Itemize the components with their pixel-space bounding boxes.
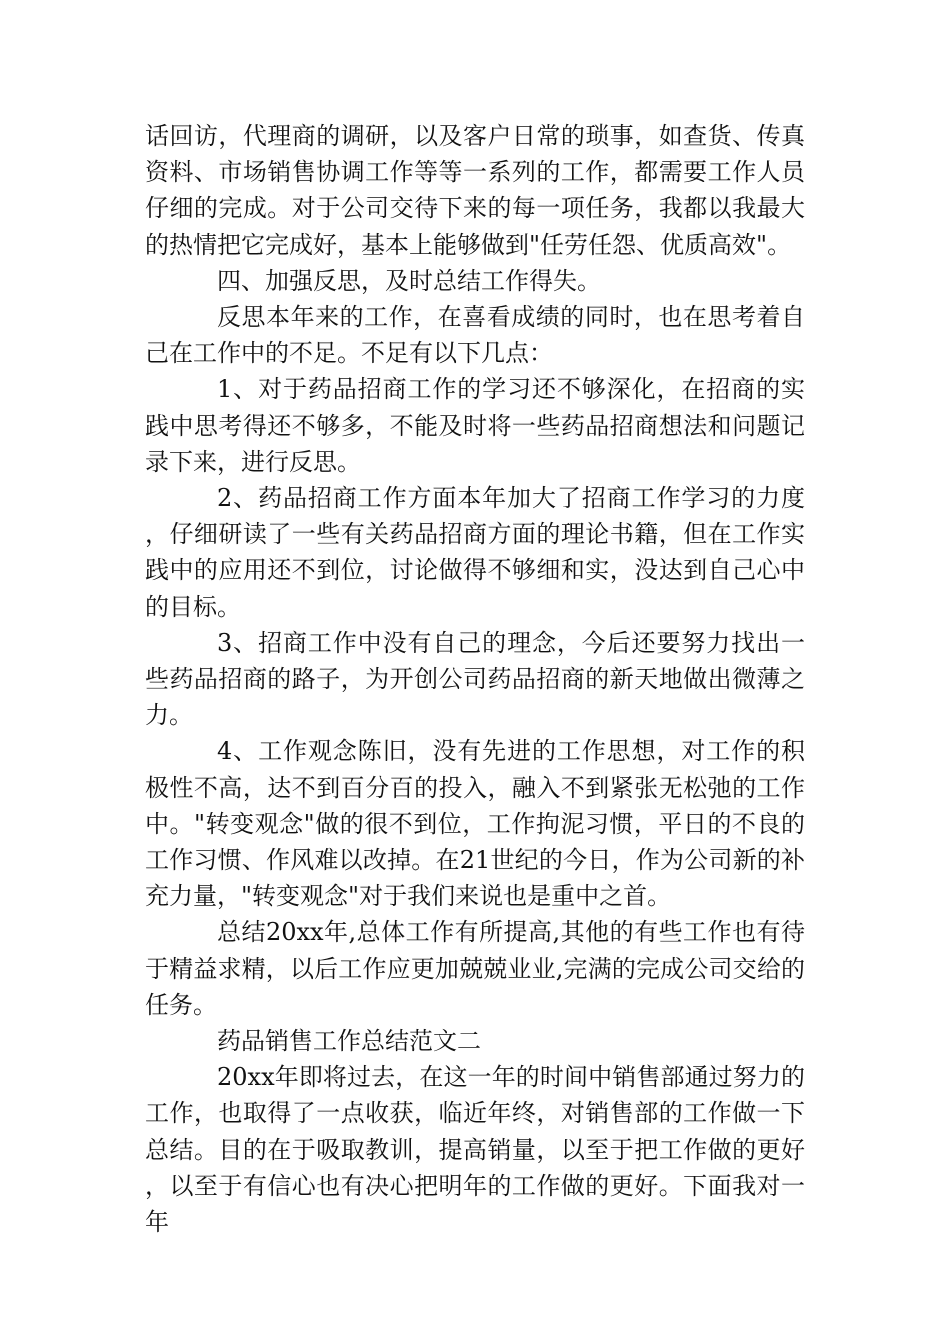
paragraph-sample-two-intro: 20xx年即将过去，在这一年的时间中销售部通过努力的工作，也取得了一点收获，临近年终，对销售部的工作做一下总结。目的在于吸取教训，提高销量，以至于把工作做的更好，以至于有信心也有决心把明年的工作做的更好。下面我对一年 [145, 1063, 805, 1237]
paragraph-reflection-intro: 反思本年来的工作，在喜看成绩的同时，也在思考着自己在工作中的不足。不足有以下几点： [145, 303, 805, 368]
paragraph-summary: 总结20xx年,总体工作有所提高,其他的有些工作也有待于精益求精，以后工作应更加兢兢业业,完满的完成公司交给的任务。 [145, 918, 805, 1019]
list-item-4: 4、工作观念陈旧，没有先进的工作思想，对工作的积极性不高，达不到百分百的投入，融入不到紧张无松弛的工作中。"转变观念"做的很不到位，工作拘泥习惯，平日的不良的工作习惯、作风难以改掉。在21世纪的今日，作为公司新的补充力量，"转变观念"对于我们来说也是重中之首。 [145, 737, 805, 911]
section-title-sample-two: 药品销售工作总结范文二 [217, 1027, 481, 1056]
list-item-2: 2、药品招商工作方面本年加大了招商工作学习的力度，仔细研读了一些有关药品招商方面的理论书籍，但在工作实践中的应用还不到位，讨论做得不够细和实，没达到自己心中的目标。 [145, 484, 805, 621]
list-item-1: 1、对于药品招商工作的学习还不够深化，在招商的实践中思考得还不够多，不能及时将一些药品招商想法和问题记录下来，进行反思。 [145, 375, 805, 476]
section-heading-reflection: 四、加强反思，及时总结工作得失。 [217, 266, 601, 295]
list-item-3: 3、招商工作中没有自己的理念，今后还要努力找出一些药品招商的路子，为开创公司药品招商的新天地做出微薄之力。 [145, 628, 805, 730]
paragraph-continuation: 话回访，代理商的调研，以及客户日常的琐事，如查货、传真资料、市场销售协调工作等等一系列的工作，都需要工作人员仔细的完成。对于公司交待下来的每一项任务，我都以我最大的热情把它完成好，基本上能够做到"任劳任怨、优质高效"。 [145, 122, 805, 259]
document-page [145, 118, 805, 1240]
